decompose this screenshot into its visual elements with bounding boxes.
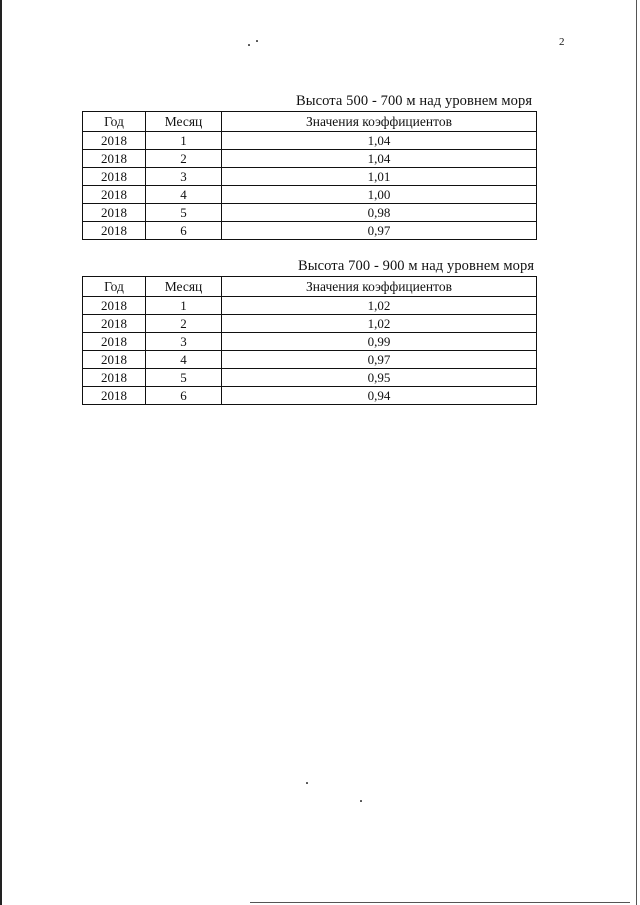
coefficients-table-500-700 [82,111,537,240]
scan-speck [256,40,258,42]
cell-year: 2018 [83,369,146,387]
table-header-row [83,112,537,132]
header-coefficient: Значения коэффициентов [222,277,537,297]
table-row [83,369,537,387]
header-month: Месяц [146,112,222,132]
table-row [83,222,537,240]
table-row [83,186,537,204]
cell-value: 1,01 [222,168,537,186]
coefficients-table-700-900 [82,276,537,405]
scan-speck [248,44,250,46]
table-row [83,132,537,150]
cell-year: 2018 [83,222,146,240]
cell-value: 0,97 [222,222,537,240]
cell-value: 1,04 [222,150,537,168]
cell-value: 0,98 [222,204,537,222]
cell-value: 0,95 [222,369,537,387]
cell-year: 2018 [83,150,146,168]
section-title-700-900: Высота 700 - 900 м над уровнем моря [298,258,535,274]
page-number: 2 [559,36,565,48]
cell-year: 2018 [83,132,146,150]
table-row [83,297,537,315]
table-row [83,168,537,186]
header-year: Год [83,277,146,297]
cell-value: 1,02 [222,297,537,315]
cell-month: 5 [146,204,222,222]
cell-year: 2018 [83,315,146,333]
scan-speck [306,782,308,784]
cell-value: 0,97 [222,351,537,369]
cell-year: 2018 [83,204,146,222]
section-title-500-700: Высота 500 - 700 м над уровнем моря [296,93,533,109]
table-row [83,387,537,405]
table-row [83,150,537,168]
scan-edge-left [0,0,2,905]
cell-month: 1 [146,297,222,315]
header-year: Год [83,112,146,132]
cell-value: 1,04 [222,132,537,150]
cell-year: 2018 [83,333,146,351]
cell-value: 1,00 [222,186,537,204]
table-row [83,333,537,351]
cell-month: 4 [146,351,222,369]
cell-year: 2018 [83,168,146,186]
cell-value: 0,94 [222,387,537,405]
table-row [83,204,537,222]
table-header-row [83,277,537,297]
cell-month: 6 [146,222,222,240]
cell-month: 6 [146,387,222,405]
table-row [83,351,537,369]
cell-year: 2018 [83,186,146,204]
cell-year: 2018 [83,351,146,369]
cell-month: 3 [146,333,222,351]
table-row [83,315,537,333]
header-coefficient: Значения коэффициентов [222,112,537,132]
cell-month: 2 [146,150,222,168]
cell-value: 0,99 [222,333,537,351]
cell-value: 1,02 [222,315,537,333]
cell-month: 5 [146,369,222,387]
scan-edge-bottom [250,902,630,903]
cell-year: 2018 [83,387,146,405]
cell-year: 2018 [83,297,146,315]
cell-month: 4 [146,186,222,204]
cell-month: 2 [146,315,222,333]
scan-speck [360,800,362,802]
cell-month: 1 [146,132,222,150]
scan-edge-right [636,0,637,905]
cell-month: 3 [146,168,222,186]
header-month: Месяц [146,277,222,297]
